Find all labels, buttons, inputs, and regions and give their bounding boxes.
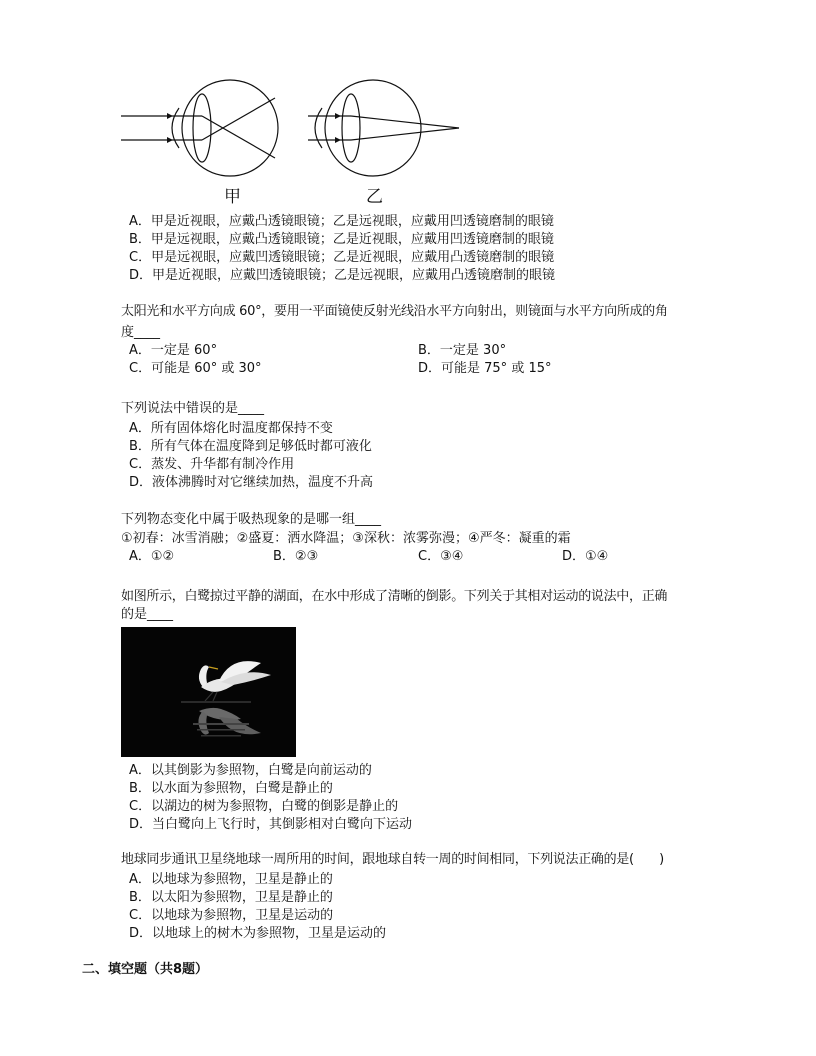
cornea-right	[315, 108, 322, 148]
option-d[interactable]: D．液体沸腾时对它继续加热，温度不升高	[129, 475, 374, 490]
option-a[interactable]: A．一定是 60°	[129, 343, 218, 358]
question-stem-cont: 的是____	[121, 607, 174, 622]
question-4	[121, 511, 725, 566]
egret-photo	[121, 627, 296, 757]
eye-ball-right	[325, 80, 421, 176]
question-conditions: ①初春：冰雪消融；②盛夏：洒水降温；③深秋：浓雾弥漫；④严冬：凝重的霜	[121, 531, 571, 546]
question-stem: 地球同步通讯卫星绕地球一周所用的时间，跟地球自转一周的时间相同，下列说法正确的是( )	[121, 852, 664, 867]
option-c[interactable]: C．甲是远视眼，应戴凹透镜眼镜；乙是近视眼，应戴用凸透镜磨制的眼镜	[129, 250, 555, 265]
question-2	[121, 303, 725, 378]
question-stem-cont: 度____	[121, 325, 161, 340]
lens-left	[193, 94, 211, 162]
question-stem: 太阳光和水平方向成 60°，要用一平面镜使反射光线沿水平方向射出，则镜面与水平方向所成的角	[121, 304, 668, 319]
diagram-label-left: 甲	[224, 187, 241, 207]
option-c[interactable]: C．以地球为参照物，卫星是运动的	[129, 908, 334, 923]
option-a[interactable]: A．以其倒影为参照物，白鹭是向前运动的	[129, 763, 372, 778]
section-heading: 二、填空题（共8题）	[82, 962, 209, 977]
option-a[interactable]: A．以地球为参照物，卫星是静止的	[129, 872, 333, 887]
option-d[interactable]: D．当白鹭向上飞行时，其倒影相对白鹭向下运动	[129, 817, 413, 832]
option-b[interactable]: B．以水面为参照物，白鹭是静止的	[129, 781, 333, 796]
question-5-options	[121, 762, 725, 834]
option-c[interactable]: C．可能是 60° 或 30°	[129, 361, 262, 376]
option-d[interactable]: D．甲是近视眼，应戴凹透镜眼镜；乙是远视眼，应戴用凸透镜磨制的眼镜	[129, 268, 556, 283]
question-stem: 如图所示，白鹭掠过平静的湖面，在水中形成了清晰的倒影。下列关于其相对运动的说法中，正确	[121, 589, 668, 604]
option-b[interactable]: B．甲是远视眼，应戴凸透镜眼镜；乙是近视眼，应戴用凹透镜磨制的眼镜	[129, 232, 554, 247]
question-5	[121, 588, 725, 624]
option-d[interactable]: D．①④	[562, 549, 609, 564]
lens-right	[342, 94, 360, 162]
option-b[interactable]: B．所有气体在温度降到足够低时都可液化	[129, 439, 372, 454]
option-d[interactable]: D．可能是 75° 或 15°	[418, 361, 552, 376]
eye-diagram	[115, 76, 475, 211]
option-a[interactable]: A．甲是近视眼，应戴凸透镜眼镜；乙是远视眼，应戴用凹透镜磨制的眼镜	[129, 214, 554, 229]
options-row	[121, 548, 725, 566]
question-stem: 下列说法中错误的是____	[121, 401, 265, 416]
option-c[interactable]: C．③④	[418, 549, 464, 564]
cornea-left	[172, 108, 179, 148]
option-b[interactable]: B．②③	[273, 549, 319, 564]
option-b[interactable]: B．以太阳为参照物，卫星是静止的	[129, 890, 333, 905]
question-1	[121, 213, 725, 285]
question-stem: 下列物态变化中属于吸热现象的是哪一组____	[121, 512, 382, 527]
option-c[interactable]: C．以湖边的树为参照物，白鹭的倒影是静止的	[129, 799, 399, 814]
option-a[interactable]: A．①②	[129, 549, 175, 564]
option-c[interactable]: C．蒸发、升华都有制冷作用	[129, 457, 295, 472]
egret-image	[121, 627, 296, 757]
options-grid	[121, 342, 725, 378]
question-6	[121, 851, 725, 943]
option-b[interactable]: B．一定是 30°	[418, 343, 507, 358]
question-3	[121, 400, 725, 492]
option-a[interactable]: A．所有固体熔化时温度都保持不变	[129, 421, 333, 436]
diagram-label-right: 乙	[366, 187, 383, 207]
option-d[interactable]: D．以地球上的树木为参照物，卫星是运动的	[129, 926, 387, 941]
